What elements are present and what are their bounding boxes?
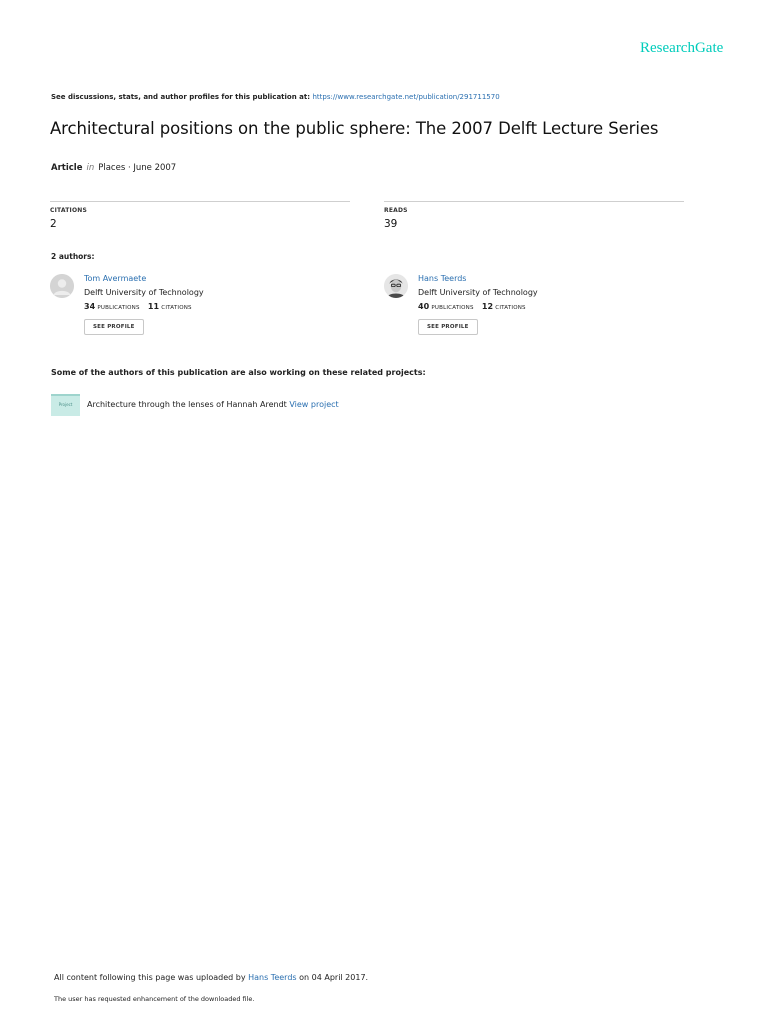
publications-count: 34 xyxy=(84,302,96,311)
author-name-link[interactable]: Tom Avermaete xyxy=(84,274,147,283)
see-profile-button[interactable]: SEE PROFILE xyxy=(418,319,478,335)
in-word: in xyxy=(86,163,95,173)
citations-count: 12 xyxy=(481,302,494,311)
article-meta xyxy=(51,163,176,173)
upload-suffix: on 04 April 2017. xyxy=(299,973,369,982)
author-name-link[interactable]: Hans Teerds xyxy=(418,274,467,283)
article-title: Architectural positions on the public sphere: The 2007 Delft Lecture Series xyxy=(50,119,659,138)
reads-value: 39 xyxy=(384,218,398,230)
project-thumbnail[interactable]: Project xyxy=(51,394,80,416)
author-photo-avatar[interactable] xyxy=(384,274,408,298)
view-project-link[interactable]: View project xyxy=(289,400,339,409)
article-type: Article xyxy=(51,163,83,173)
citations-count: 11 xyxy=(147,302,160,311)
default-avatar-icon[interactable] xyxy=(50,274,74,298)
disclaimer xyxy=(51,93,500,101)
publications-label: PUBLICATIONS xyxy=(431,305,474,311)
publication-url-link[interactable]: https://www.researchgate.net/publication/291711570 xyxy=(312,93,500,101)
author-institution: Delft University of Technology xyxy=(418,288,538,297)
researchgate-logo[interactable]: ResearchGate xyxy=(640,40,724,56)
reads-divider xyxy=(384,201,684,202)
citations-label: CITATIONS xyxy=(50,207,88,214)
enhancement-note: The user has requested enhancement of the downloaded file. xyxy=(54,995,255,1003)
publications-count: 40 xyxy=(418,302,430,311)
uploader-link[interactable]: Hans Teerds xyxy=(248,973,297,982)
see-profile-button[interactable]: SEE PROFILE xyxy=(84,319,144,335)
author-institution: Delft University of Technology xyxy=(84,288,204,297)
citations-value: 2 xyxy=(50,218,57,230)
upload-prefix: All content following this page was uploaded by xyxy=(54,973,246,982)
citations-divider xyxy=(50,201,350,202)
reads-label: READS xyxy=(384,207,408,214)
citations-label: CITATIONS xyxy=(495,305,526,311)
author-stats xyxy=(418,302,532,311)
venue-date: Places · June 2007 xyxy=(98,163,177,173)
author-stats xyxy=(84,302,198,311)
project-entry xyxy=(87,400,339,409)
upload-note xyxy=(54,973,368,982)
authors-heading: 2 authors: xyxy=(51,252,95,261)
citations-label: CITATIONS xyxy=(161,305,192,311)
disclaimer-text: See discussions, stats, and author profiles for this publication at: xyxy=(51,93,311,101)
project-title: Architecture through the lenses of Hannah Arendt xyxy=(87,400,287,409)
publications-label: PUBLICATIONS xyxy=(97,305,140,311)
related-projects-heading: Some of the authors of this publication are also working on these related projects: xyxy=(51,368,426,377)
